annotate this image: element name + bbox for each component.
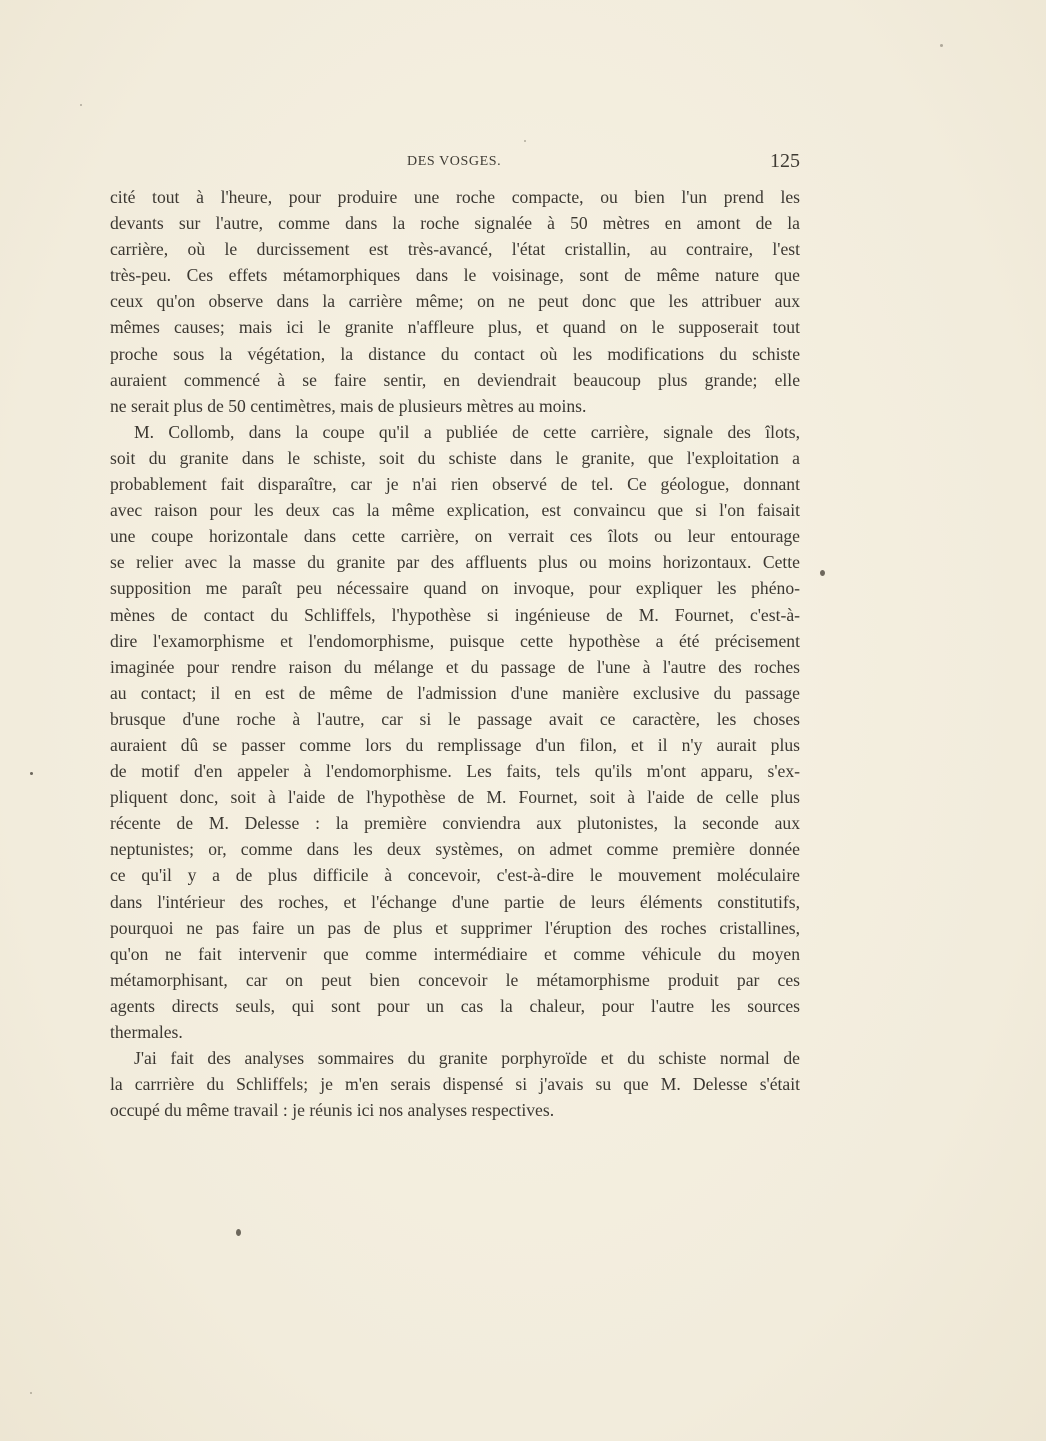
text-line: auraient commencé à se faire sentir, en deviendrait beaucoup plus grande; elle	[110, 369, 800, 390]
text-line: neptunistes; or, comme dans les deux systèmes, on admet comme première donnée	[110, 839, 800, 860]
paper-speck	[80, 104, 82, 106]
text-line: très-peu. Ces effets métamorphiques dans le voisinage, sont de même nature que	[110, 265, 800, 286]
text-line: métamorphisant, car on peut bien concevoir le métamorphisme produit par ces	[110, 969, 800, 990]
text-line: auraient dû se passer comme lors du remplissage d'un filon, et il n'y aurait plus	[110, 734, 800, 755]
text-line: ce qu'il y a de plus difficile à concevoir, c'est-à-dire le mouvement moléculaire	[110, 865, 800, 886]
text-line: probablement fait disparaître, car je n'ai rien observé de tel. Ce géologue, donnant	[110, 474, 800, 495]
text-line: la carrrière du Schliffels; je m'en serais dispensé si j'avais su que M. Delesse s'était	[110, 1074, 800, 1095]
text-line: cité tout à l'heure, pour produire une roche compacte, ou bien l'un prend les	[110, 187, 800, 207]
text-line: imaginée pour rendre raison du mélange et du passage de l'une à l'autre des roches	[110, 656, 800, 677]
text-line: avec raison pour les deux cas la même explication, est convaincu que si l'on faisait	[110, 500, 800, 521]
text-line: J'ai fait des analyses sommaires du granite porphyroïde et du schiste normal de	[134, 1048, 800, 1069]
text-line: dans l'intérieur des roches, et l'échange d'une partie de leurs éléments constitutifs,	[110, 891, 800, 912]
text-line: dire l'examorphisme et l'endomorphisme, puisque cette hypothèse a été précisement	[110, 630, 800, 651]
text-line: ceux qu'on observe dans la carrière même; on ne peut donc que les attribuer aux	[110, 291, 800, 312]
text-line: au contact; il en est de même de l'admission d'une manière exclusive du passage	[110, 682, 800, 703]
body-text	[110, 184, 800, 1123]
text-line: occupé du même travail : je réunis ici nos analyses respectives.	[110, 1100, 555, 1121]
text-line: proche sous la végétation, la distance du contact où les modifications du schiste	[110, 343, 800, 364]
text-line: qu'on ne fait intervenir que comme intermédiaire et comme véhicule du moyen	[110, 943, 800, 964]
text-line: mènes de contact du Schliffels, l'hypothèse si ingénieuse de M. Fournet, c'est-à-	[110, 604, 800, 625]
text-line: pliquent donc, soit à l'aide de l'hypothèse de M. Fournet, soit à l'aide de celle plus	[110, 787, 800, 808]
text-line: agents directs seuls, qui sont pour un cas la chaleur, pour l'autre les sources	[110, 995, 800, 1016]
paper-speck	[236, 1229, 241, 1236]
text-line: soit du granite dans le schiste, soit du schiste dans le granite, que l'exploitation a	[110, 447, 800, 468]
text-line: se relier avec la masse du granite par des affluents plus ou moins horizontaux. Cette	[110, 552, 800, 573]
text-line: pourquoi ne pas faire un pas de plus et supprimer l'éruption des roches cristallines,	[110, 917, 800, 938]
paper-speck	[30, 772, 33, 775]
page-number: 125	[770, 150, 800, 172]
paper-speck	[940, 44, 943, 47]
text-line: une coupe horizontale dans cette carrière, on verrait ces îlots ou leur entourage	[110, 526, 800, 547]
text-line: de motif d'en appeler à l'endomorphisme. Les faits, tels qu'ils m'ont apparu, s'ex-	[110, 761, 800, 782]
text-line: carrière, où le durcissement est très-avancé, l'état cristallin, au contraire, l'est	[110, 239, 800, 260]
text-line: ne serait plus de 50 centimètres, mais de plusieurs mètres au moins.	[110, 395, 587, 416]
running-head: DES VOSGES.	[407, 154, 502, 169]
text-line: M. Collomb, dans la coupe qu'il a publiée de cette carrière, signale des îlots,	[134, 421, 800, 442]
paper-speck	[524, 140, 526, 142]
text-line: thermales.	[110, 1022, 183, 1042]
text-line: mêmes causes; mais ici le granite n'affleure plus, et quand on le supposerait tout	[110, 317, 800, 338]
page-header	[110, 150, 800, 174]
text-line: récente de M. Delesse : la première conviendra aux plutonistes, la seconde aux	[110, 813, 800, 834]
text-line: devants sur l'autre, comme dans la roche signalée à 50 mètres en amont de la	[110, 213, 800, 234]
text-line: brusque d'une roche à l'autre, car si le passage avait ce caractère, les choses	[110, 708, 800, 729]
paper-speck	[30, 1392, 32, 1394]
text-line: supposition me paraît peu nécessaire quand on invoque, pour expliquer les phéno-	[110, 578, 800, 599]
paper-speck	[820, 570, 825, 576]
